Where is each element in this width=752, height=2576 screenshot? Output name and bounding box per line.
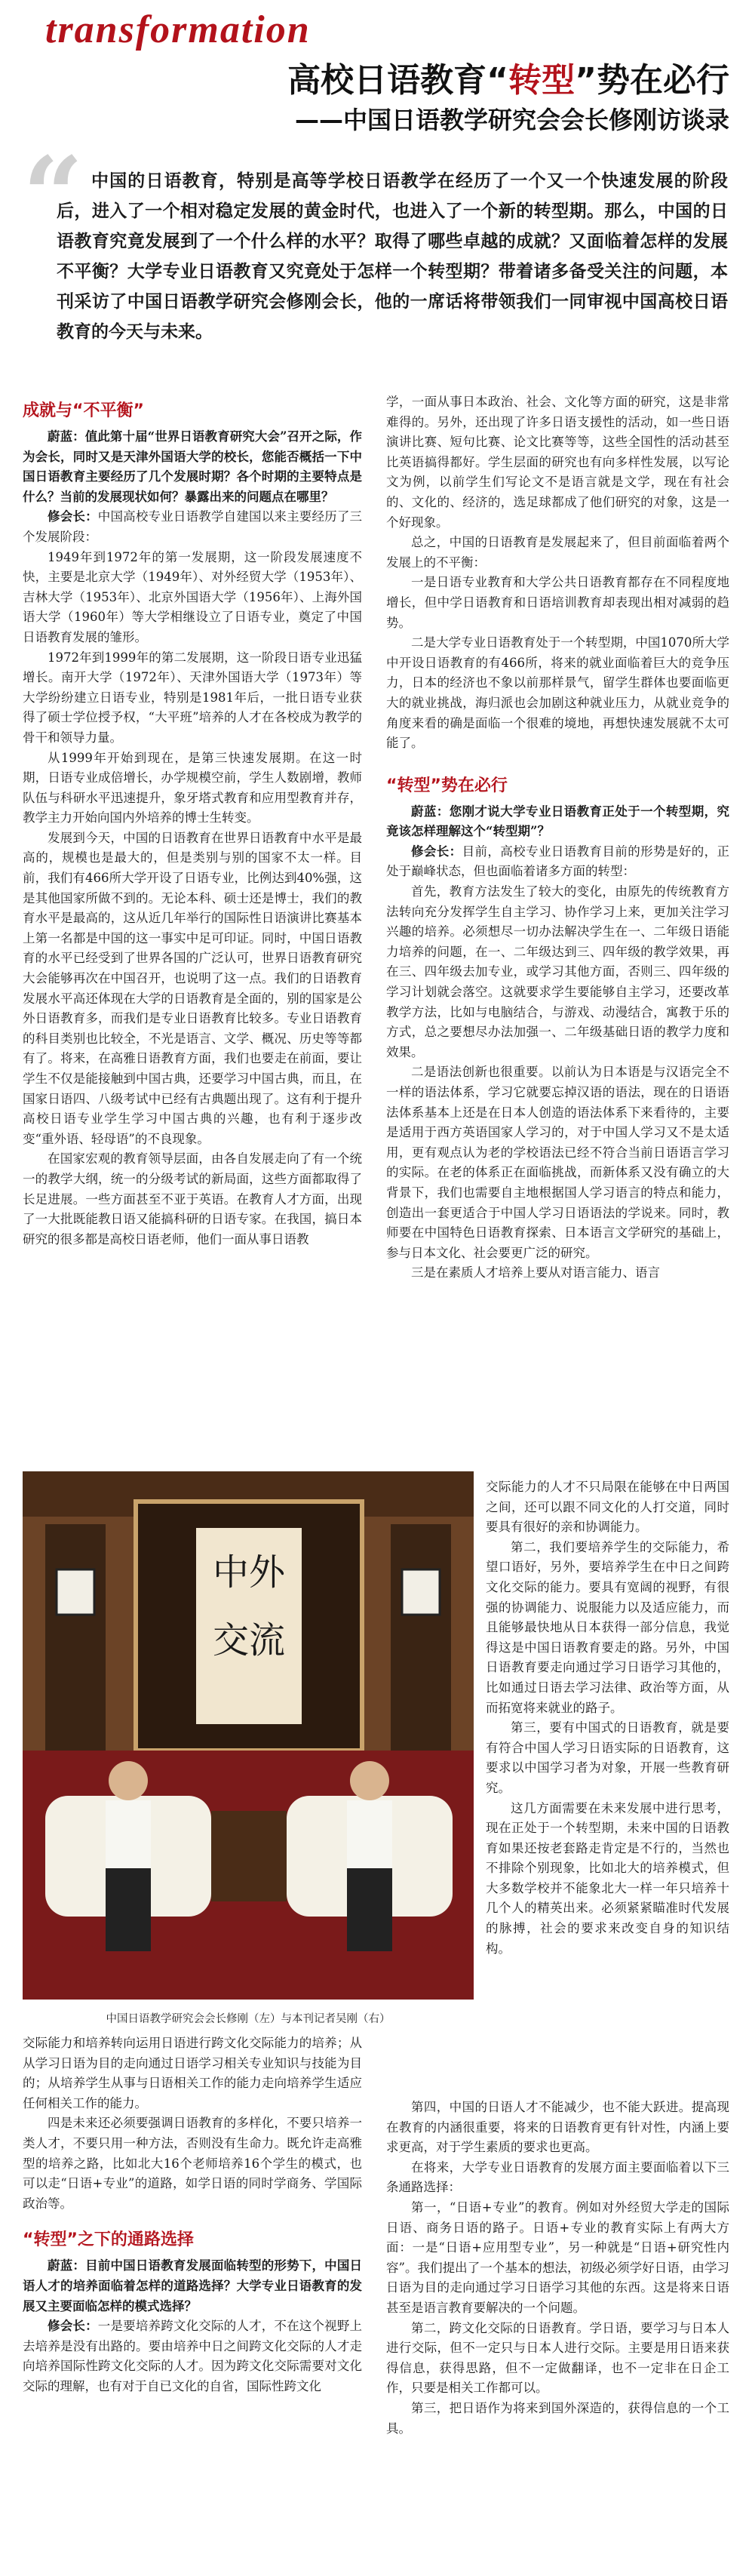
paragraph: 第四，中国的日语人才不能减少，也不能大跃进。提高现在教育的内涵很重要，将来的日语教育更有针对性，内涵上要求更高，对于学生素质的要求也更高。 xyxy=(386,2100,729,2155)
question-text: 值此第十届“世界日语教育研究大会”召开之际，作为会长，同时又是天津外国语大学的校长，您能否概括一下中国日语教育主要经历了几个发展时期？各个时期的主要特点是什么？当前的发展现状如何？暴露出来的问题点在哪里？ xyxy=(23,429,363,504)
column-left xyxy=(23,392,362,1250)
headline-pre: 高校日语教育“ xyxy=(287,61,509,100)
paragraph: 交际能力和培养转向运用日语进行跨文化交际能力的培养；从从学习日语为目的走向通过日语学习相关专业知识与技能为目的；从培养学生从事与日语相关工作的能力走向培养学生适应任何相关工作的能力。 xyxy=(23,2036,362,2110)
interviewee-name: 修会长： xyxy=(48,2319,98,2334)
paragraph: 一是日语专业教育和大学公共日语教育都存在不同程度地增长，但中学日语教育和日语培训教育却表现出相对减弱的趋势。 xyxy=(386,575,729,630)
paragraph: 1949年到1972年的第一发展期，这一阶段发展速度不快，主要是北京大学（1949年）、对外经贸大学（1953年）、吉林大学（1953年）、北京外国语大学（1956年）、上海外国语大学（1960年）等大学相继设立了日语专业，奠定了中国日语教育发展的雏形。 xyxy=(23,549,362,644)
headline-key: 转型 xyxy=(508,61,576,100)
paragraph: 总之，中国的日语教育是发展起来了，但目前面临着两个发展上的不平衡： xyxy=(386,535,729,570)
paragraph: 1972年到1999年的第二发展期，这一阶段日语专业迅猛增长。南开大学（1972年）、天津外国语大学（1973年）等大学纷纷建立日语专业，特别是1981年后，一批日语专业获得了硕士学位授予权，“大平班”培养的人才在各校成为教学的骨干和领导力量。 xyxy=(23,650,362,745)
answer xyxy=(23,507,362,547)
interviewer-name: 蔚蓝： xyxy=(48,429,85,444)
paragraph: 交际能力的人才不只局限在能够在中日两国之间，还可以跟不同文化的人打交道，同时要具有很好的亲和协调能力。 xyxy=(486,1480,729,1535)
section-brand: transformation xyxy=(45,8,311,51)
paragraph: 二是大学专业日语教育处于一个转型期，中国1070所大学中开设日语教育的有466所，将来的就业面临着巨大的竞争压力，日本的经济也不象以前那样景气，留学生群体也要面临更大的就业挑战，海归派也会加剧这种就业压力，从就业竞争的角度来看的确是面临一个很难的境地，再想快速发展就不太可能了。 xyxy=(386,635,729,751)
headline-post: ”势在必行 xyxy=(575,61,729,100)
question xyxy=(23,427,362,507)
question xyxy=(386,802,729,842)
paragraph: 第三，把日语作为将来到国外深造的，获得信息的一个工具。 xyxy=(386,2400,729,2436)
question-text: 目前中国日语教育发展面临转型的形势下，中国日语人才的培养面临着怎样的道路选择？大学专业日语教育的发展又主要面临怎样的模式选择？ xyxy=(23,2258,362,2313)
article-header xyxy=(0,0,752,143)
section-heading: “转型”势在必行 xyxy=(386,776,508,795)
column-photo-side xyxy=(486,1477,729,1959)
column-bottom-right xyxy=(386,2098,729,2439)
paragraph: 第二，跨文化交际的日语教育。学日语，要学习与日本人进行交际，但不一定只与日本人进行交际。主要是用日语来获得信息，获得思路，但不一定做翻译，也不一定非在日企工作，只要是相关工作都可以。 xyxy=(386,2320,729,2396)
column-bottom-left xyxy=(23,2033,362,2397)
calligraphy-text-1: 中外 xyxy=(212,1551,286,1594)
photo-illustration xyxy=(23,1471,474,2000)
calligraphy-text-2: 交流 xyxy=(212,1619,286,1661)
quote-mark-icon: “ xyxy=(23,134,84,258)
interviewee-name: 修会长： xyxy=(48,509,98,524)
answer-text: 中国高校专业日语教学自建国以来主要经历了三个发展阶段： xyxy=(23,509,362,544)
lead-paragraph: 中国的日语教育，特别是高等学校日语教学在经历了一个又一个快速发展的阶段后，进入了一个相对稳定发展的黄金时代，也进入了一个新的转型期。那么，中国的日语教育究竟发展到了一个什么样的水平？取得了哪些卓越的成就？又面临着怎样的发展不平衡？大学专业日语教育又究竟处于怎样一个转型期？带着诸多备受关注的问题，本刊采访了中国日语教学研究会修刚会长，他的一席话将带领我们一同审视中国高校日语教育的今天与未来。 xyxy=(57,171,728,342)
section-heading: 成就与“不平衡” xyxy=(23,401,144,420)
paragraph: 首先，教育方法发生了较大的变化，由原先的传统教育方法转向充分发挥学生自主学习、协作学习上来，更加关注学习兴趣的培养。必须想尽一切办法解决学生在一、二年级日语能力培养的问题，在一、二年级达到三、四年级的教学效果，再在三、四年级去加专业，或学习其他方面，否则三、四年级的学习计划就会落空。这就要求学生要能够自主学习，还要改革教学方法，比如与电脑结合，与游戏、动漫结合，寓教于乐的方式，总之要想尽办法加强一、二年级基础日语的教学力度和效果。 xyxy=(386,884,729,1059)
section-heading: “转型”之下的通路选择 xyxy=(23,2230,194,2250)
answer xyxy=(23,2316,362,2396)
interview-photo xyxy=(23,1471,474,2000)
headline xyxy=(287,53,729,101)
paragraph: 四是未来还必须要强调日语教育的多样化，不要只培养一类人才，不要只用一种方法，否则没有生命力。既允许走高雅型的培养之路，比如北大16个老师培养16个学生的模式，也可以走“日语+专业”的道路，如学日语的同时学商务、学国际政治等。 xyxy=(23,2116,362,2211)
interviewee-name: 修会长： xyxy=(411,844,462,859)
paragraph: 发展到今天，中国的日语教育在世界日语教育中水平是最高的，规模也是最大的，但是类别与别的国家不太一样。目前，我们有466所大学开设了日语专业，比例达到40%强，这是其他国家所做不到的。无论本科、硕士还是博士，我们的教育水平是最高的，这从近几年举行的国际性日语演讲比赛基本上第一名都是中国的这一事实中足可印证。同时，中国日语教育的水平已经受到了世界各国的广泛认可，世界日语教育研究大会能够再次在中国召开，也说明了这一点。我们的日语教育发展水平高还体现在大学的日语教育是全面的，别的国家是公外日语教育多，而我们是专业日语教育比较多。专业日语教育的科目类别也比较全，不光是语言、文学、概况、历史等等都有了。将来，在高雅日语教育方面，我们也要走在前面，要让学生不仅是能接触到中国古典，还要学习中国古典，而且，在国家日语四、八级考试中已经有古典题出现了。这有利于提升高校日语专业学生学习中国古典的兴趣，也有利于逐步改变“重外语、轻母语”的不良现象。 xyxy=(23,830,362,1146)
paragraph: 在国家宏观的教育领导层面，由各自发展走向了有一个统一的教学大纲，统一的分级考试的新局面，这些方面都取得了长足进展。一些方面甚至不亚于英语。在教育人才方面，出现了一大批既能教日语又能搞科研的日语专家。在我国，搞日本研究的很多都是高校日语老师，他们一面从事日语教 xyxy=(23,1151,362,1247)
paragraph: 学，一面从事日本政治、社会、文化等方面的研究，这是非常难得的。另外，还出现了许多日语支援性的活动，如一些日语演讲比赛、短句比赛、论文比赛等等，这些全国性的活动甚至比英语搞得都好。学生层面的研究也有向多样性发展，以写论文为例，以前学生们写论文不是语言就是文学，现在有社会的、文化的、经济的，选足球都成了他们研究的对象，这是一个好现象。 xyxy=(386,395,729,530)
paragraph: 第三，要有中国式的日语教育，就是要有符合中国人学习日语实际的日语教育，这要求以中国学习者为对象，开展一些教育研究。 xyxy=(486,1720,729,1795)
lead-block xyxy=(23,134,732,400)
interviewer-name: 蔚蓝： xyxy=(48,2258,86,2273)
answer-text: 一是要培养跨文化交际的人才，不在这个视野上去培养是没有出路的。要由培养中日之间跨文化交际的人才走向培养国际性跨文化交际的人才。因为跨文化交际需要对文化交际的理解，也有对于自已文化的自省，国际性跨文化 xyxy=(23,2319,362,2393)
paragraph: 第二，我们要培养学生的交际能力，希望口语好，另外，要培养学生在中日之间跨文化交际的能力。要具有宽阔的视野，有很强的协调能力、说服能力以及适应能力，而且能够最快地从日本获得一部分信息，我觉得这是中国日语教育要走的路。另外，中国日语教育要走向通过学习日语学习其他的，比如通过日语去学习法律、政治等方面，从而拓宽将来就业的路子。 xyxy=(486,1539,729,1715)
paragraph: 二是语法创新也很重要。以前认为日本语是与汉语完全不一样的语法体系，学习它就要忘掉汉语的语法，现在的日语语法体系基本上还是在日本人创造的语法体系下来看待的，主要是适用于西方英语国家人学习的，对于中国人学习又不是太适用，更有观点认为老的学校语法已经不符合当前日语语言学习的实际。在老的体系正在面临挑战，而新体系又没有确立的大背景下，我们也需要自主地根据国人学习语言的特点和能力，创造出一套更适合于中国人学习日语语法的学说来。同时，教师要在中国特色日语教育探索、日本语言文学研究的基础上，参与日本文化、社会要更广泛的研究。 xyxy=(386,1065,729,1260)
paragraph: 在将来，大学专业日语教育的发展方面主要面临着以下三条通路选择： xyxy=(386,2159,729,2195)
question-text: 您刚才说大学专业日语教育正处于一个转型期，究竟该怎样理解这个“转型期”？ xyxy=(386,804,729,839)
interviewer-name: 蔚蓝： xyxy=(411,804,450,819)
photo-caption: 中国日语教学研究会会长修刚（左）与本刊记者吴刚（右） xyxy=(106,2013,391,2025)
answer xyxy=(386,842,729,882)
paragraph: 三是在素质人才培养上要从对语言能力、语言 xyxy=(411,1265,660,1280)
paragraph: 第一，“日语+专业”的教育。例如对外经贸大学走的国际日语、商务日语的路子。日语+专业的教育实际上有两大方面：一是“日语+应用型专业”，另一种就是“日语+研究性内容”。我们提出了一个基本的想法，初级必须学好日语，由学习日语为目的走向通过学习日语学习其他的东西。这是将来日语甚至是语言教育要解决的一个问题。 xyxy=(386,2199,729,2315)
column-right xyxy=(386,392,729,1283)
answer-text: 目前，高校专业日语教育目前的形势是好的，正处于巅峰状态，但也面临着诸多方面的转型： xyxy=(386,844,730,879)
paragraph: 从1999年开始到现在，是第三快速发展期。在这一时期，日语专业成倍增长，办学规模空前，学生人数剧增，教师队伍与科研水平迅速提升，象牙塔式教育和应用型教育并存，教学主力开始向国内外培养的博士生转变。 xyxy=(23,750,362,825)
subhead: ——中国日语教学研究会会长修刚访谈录 xyxy=(294,106,729,134)
paragraph: 这几方面需要在未来发展中进行思考，现在正处于一个转型期，未来中国的日语教育如果还按老套路走肯定是不行的，当然也不排除个别现象，比如北大的培养模式，但大多数学校并不能象北大一样一年只培养十几个人的精英出来。必须紧紧瞄准时代发展的脉搏，社会的要求来改变自身的知识结构。 xyxy=(486,1800,729,1956)
question xyxy=(23,2256,362,2316)
